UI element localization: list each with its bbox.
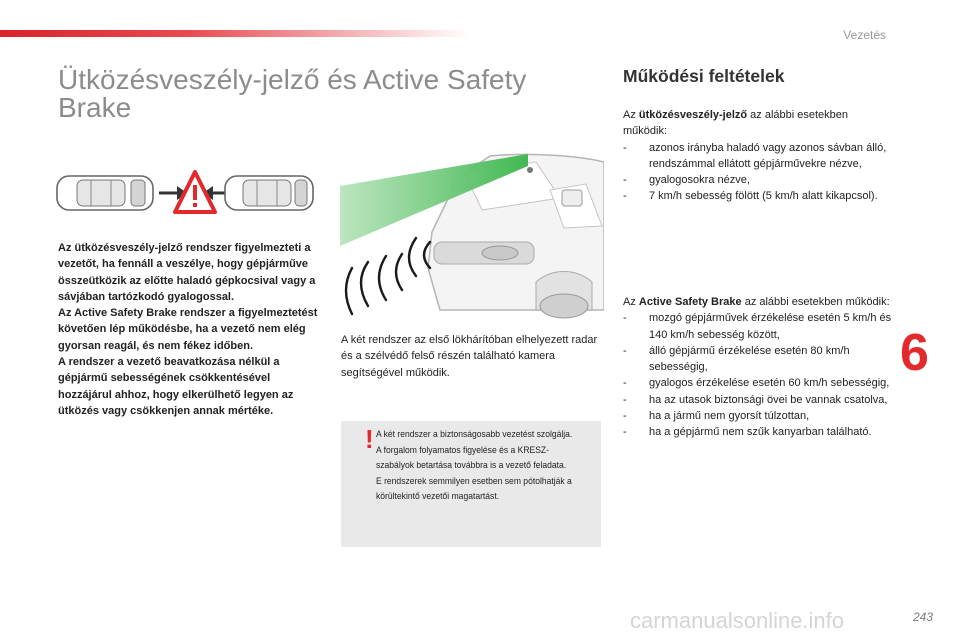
front-car-icon (225, 176, 313, 210)
list-item (623, 188, 893, 204)
list-item-text: álló gépjármű érzékelése esetén 80 km/h sebességig, (649, 344, 850, 374)
list-item (623, 343, 893, 376)
list-item (623, 424, 893, 440)
conditions-list (623, 140, 893, 205)
list-item (623, 375, 893, 391)
intro-prefix: Az (623, 296, 639, 308)
block-intro (623, 294, 893, 310)
intro-paragraph: A rendszer a vezető beavatkozása nélkül a gépjármű sebességének csökkentésével hozzájárul ahhoz, hogy elkerülhető legyen az ütközés vagy csökkenjen annak mértéke. (58, 356, 294, 417)
dash: - (623, 410, 627, 423)
header-accent-bar (0, 30, 470, 37)
list-item-text: 7 km/h sebesség fölött (5 km/h alatt kikapcsol). (649, 190, 878, 203)
page-title: Ütközésveszély-jelző és Active Safety Brake (58, 64, 527, 123)
intro-bold: ütközésveszély-jelző (638, 109, 748, 121)
section-label: Vezetés (843, 28, 886, 42)
exclamation-icon: ! (365, 424, 374, 454)
dash: - (623, 393, 627, 406)
list-item (623, 392, 893, 408)
list-item-text: gyalogos érzékelése esetén 60 km/h sebességig, (649, 377, 890, 390)
dash: - (623, 190, 627, 203)
list-item (623, 408, 893, 424)
camera-radar-description: A két rendszer az első lökhárítóban elhelyezett radar és a szélvédő felső részén található kamera segítségével működik. (341, 334, 598, 379)
warning-line: A két rendszer a biztonságosabb vezetést szolgálja. (376, 429, 573, 440)
dash: - (623, 344, 627, 357)
list-item-text: ha a gépjármű nem szűk kanyarban található. (649, 426, 872, 439)
list-item (623, 310, 893, 343)
dash: - (623, 312, 627, 325)
radar-waves-icon (346, 238, 430, 314)
active-safety-brake-conditions (623, 294, 893, 441)
warning-box (341, 421, 601, 547)
intro-prefix: Az (623, 109, 639, 121)
operating-conditions-title: Működési feltételek (623, 66, 785, 86)
collision-alert-conditions (623, 107, 893, 205)
intro-suffix: az alábbi esetekben működik: (623, 109, 849, 138)
conditions-list (623, 310, 893, 440)
list-item-text: mozgó gépjárművek érzékelése esetén 5 km/h és 140 km/h sebesség között, (649, 312, 892, 341)
list-item (623, 172, 893, 188)
list-item-text: gyalogosokra nézve, (649, 174, 750, 187)
page-number: 243 (913, 610, 934, 624)
list-item-text: ha a jármű nem gyorsít túlzottan, (649, 410, 810, 423)
collision-warning-illustration (55, 168, 317, 220)
vehicle-radar-illustration (340, 150, 604, 320)
intro-paragraph: Az Active Safety Brake rendszer a figyelmeztetést követően lép működésbe, ha a vezető nem elég gyorsan reagál, és nem fékez időben. (58, 307, 318, 352)
list-item-text: ha az utasok biztonsági övei be vannak csatolva, (649, 393, 888, 406)
warning-text (376, 427, 574, 505)
chapter-number: 6 (900, 324, 929, 382)
intro-text (58, 240, 320, 419)
intro-paragraph: Az ütközésveszély-jelző rendszer figyelmezteti a vezetőt, ha fennáll a veszélye, hogy gépjárműve összeütközik az előtte haladó gépkocsival vagy a sávjában tartózkodó gyalogossal. (58, 242, 316, 303)
dash: - (623, 377, 627, 390)
intro-bold: Active Safety Brake (638, 296, 742, 308)
dash: - (623, 141, 627, 154)
list-item (623, 140, 893, 173)
warning-line: E rendszerek semmilyen esetben sem pótolhatják a körültekintő vezetői magatartást. (376, 475, 572, 503)
list-item-text: azonos irányba haladó vagy azonos sávban álló, rendszámmal ellátott gépjárművekre nézve, (649, 141, 887, 170)
dash: - (623, 174, 627, 187)
watermark: carmanualsonline.info (630, 608, 845, 633)
rear-car-icon (57, 176, 153, 210)
intro-suffix: az alábbi esetekben működik: (741, 296, 890, 308)
dash: - (623, 426, 627, 439)
warning-line: A forgalom folyamatos figyelése és a KRESZ-szabályok betartása továbbra is a vezető feladata. (376, 444, 567, 472)
block-intro (623, 107, 893, 140)
